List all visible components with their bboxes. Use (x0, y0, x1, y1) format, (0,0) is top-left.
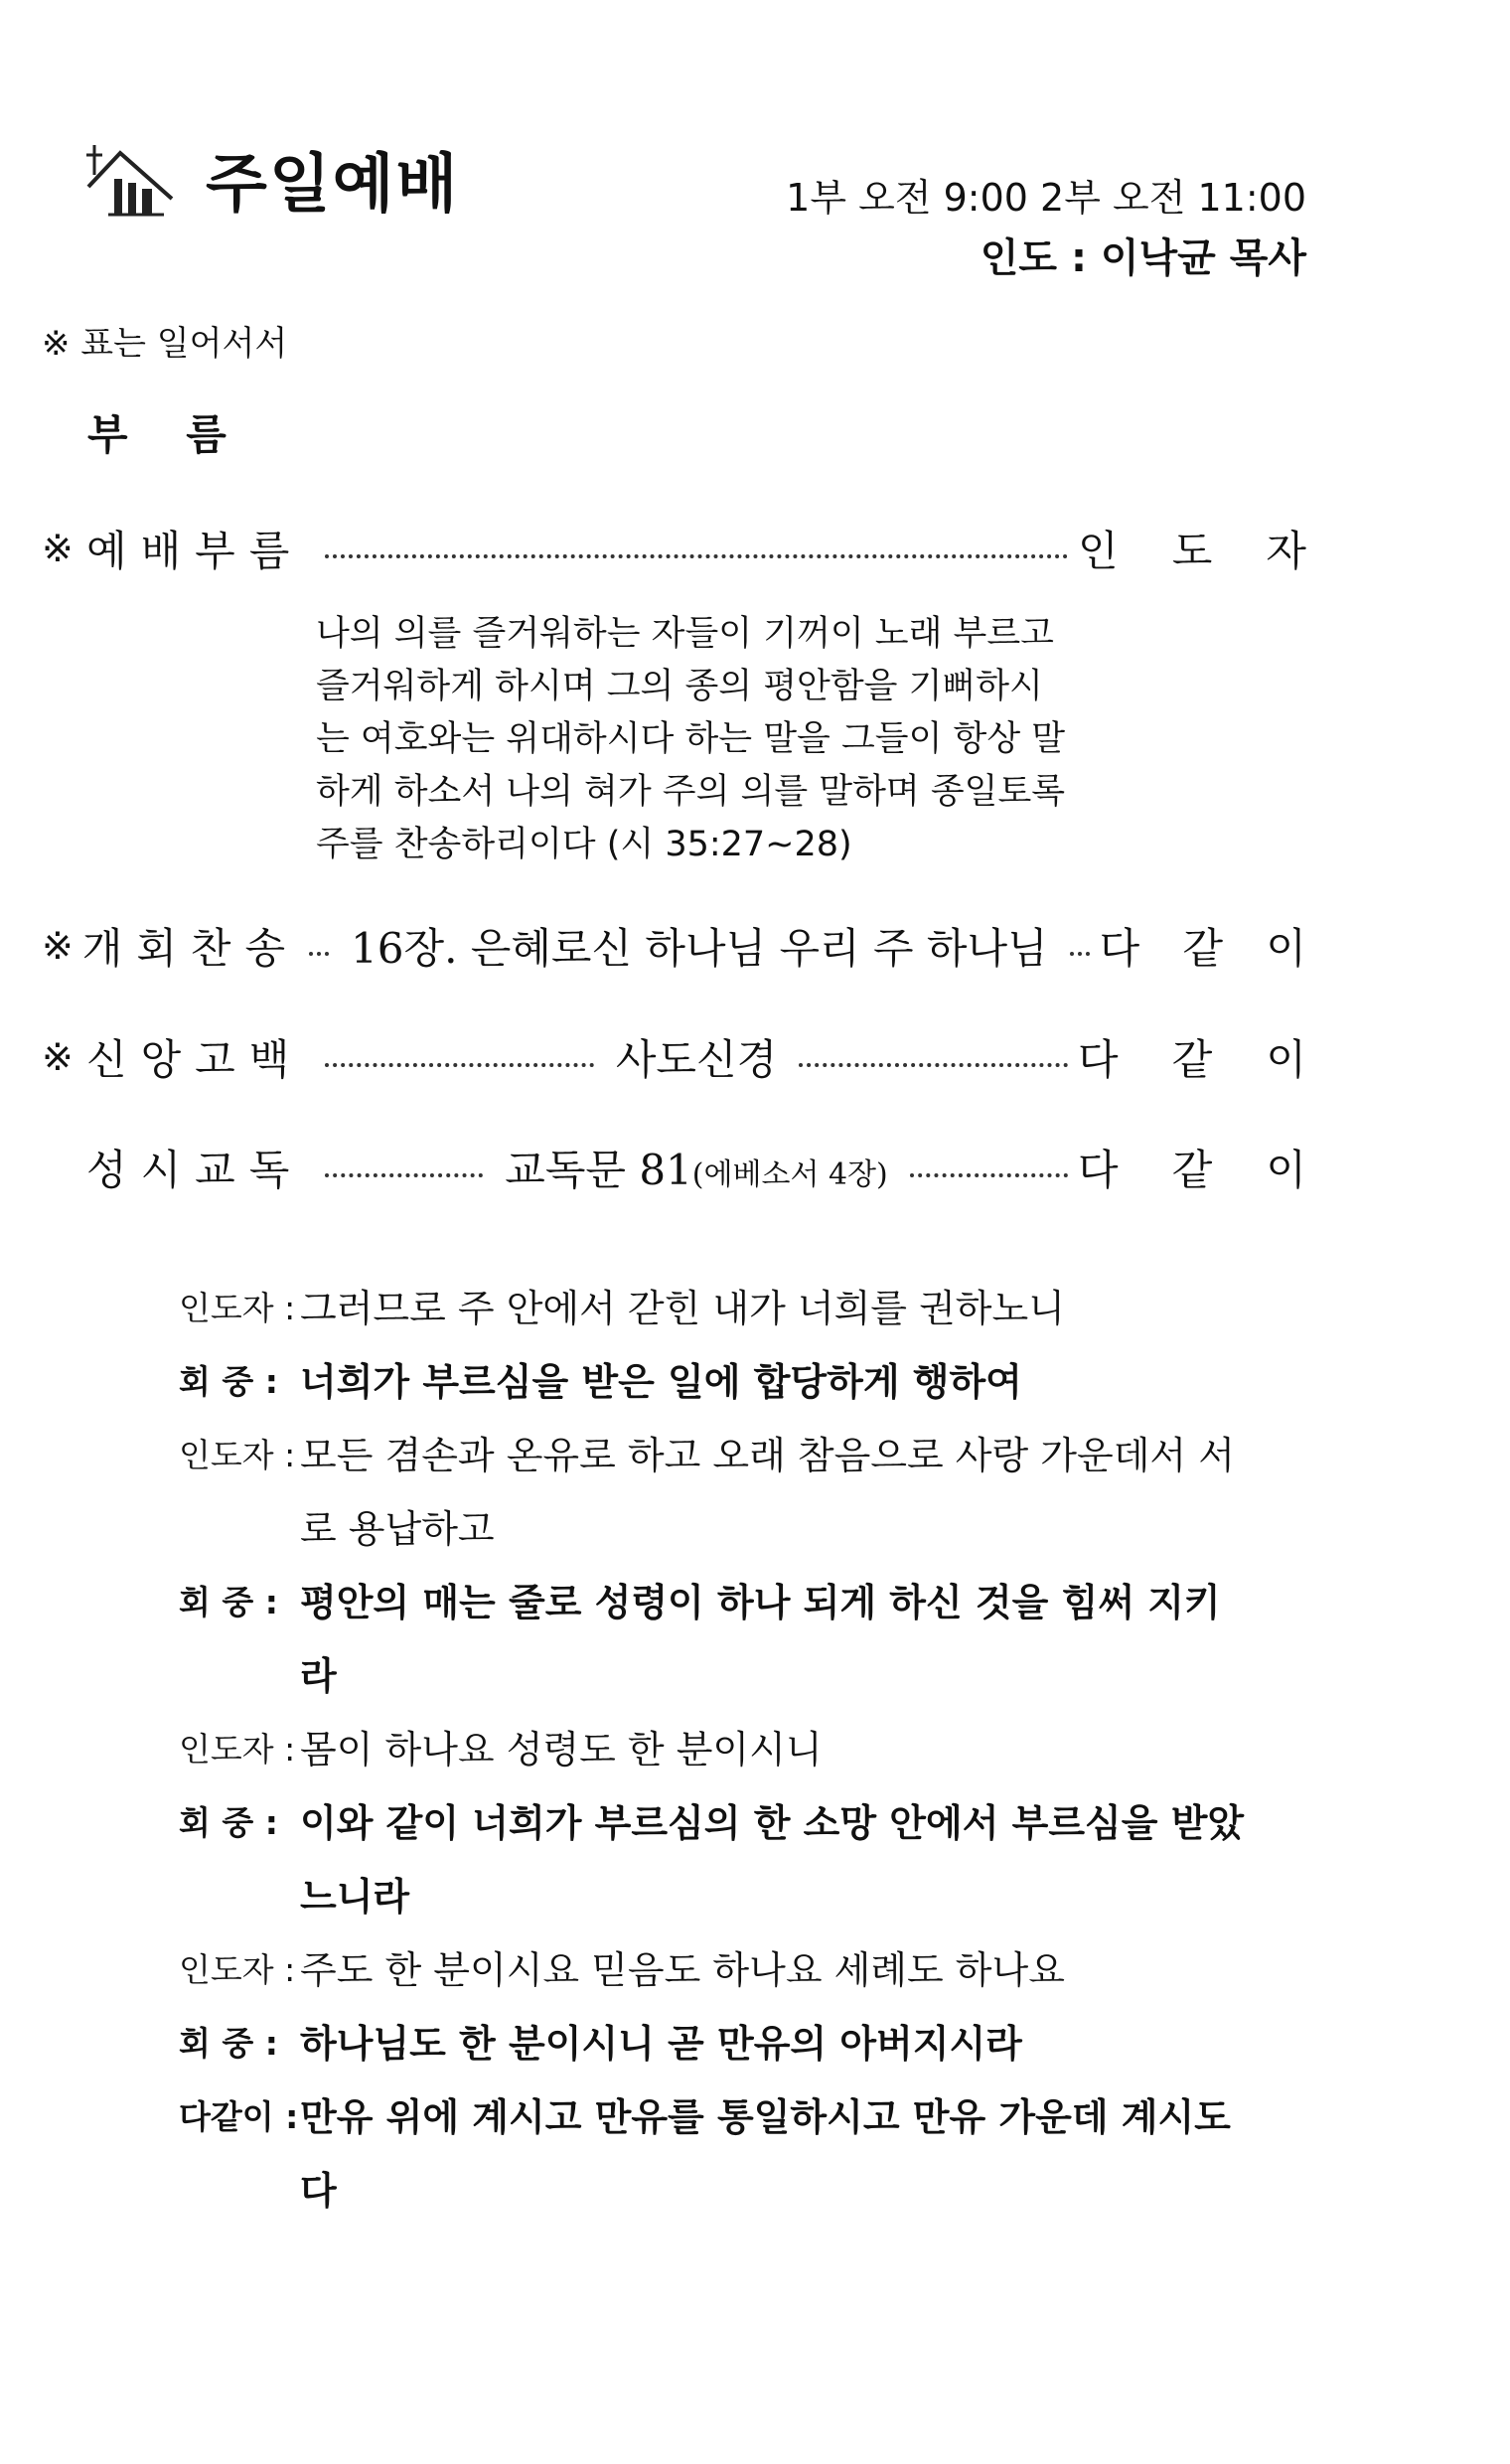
reading-line (179, 1933, 1252, 2007)
leader-dots (325, 1173, 483, 1177)
service-leader: 인도 : 이낙균 목사 (980, 235, 1306, 281)
speaker-label: 인도자 : (179, 1289, 296, 1327)
reading-line (179, 1272, 1252, 1345)
leader-dots (309, 952, 329, 956)
reading-text: 모든 겸손과 온유로 하고 오래 참음으로 사랑 가운데서 서로 용납하고 (300, 1434, 1235, 1551)
reading-text: 너희가 부르심을 받은 일에 합당하게 행하여 (300, 1360, 1022, 1404)
order-performer: 인 도 자 (1078, 527, 1306, 575)
speaker-label: 인도자 : (179, 1436, 296, 1474)
reading-text: 평안의 매는 줄로 성령이 하나 되게 하신 것을 힘써 지키라 (300, 1581, 1221, 1698)
reading-text: 만유 위에 계시고 만유를 통일하시고 만유 가운데 계시도다 (300, 2095, 1231, 2213)
order-row-call-to-worship (42, 519, 1306, 578)
church-logo-icon (84, 139, 176, 219)
order-row-confession (42, 1027, 1306, 1087)
standing-note: ※ 표는 일어서서 (42, 324, 288, 364)
order-label: 신앙고백 (86, 1035, 304, 1084)
leader-dots (1070, 952, 1090, 956)
standing-mark: ※ (42, 1035, 74, 1079)
reading-line (179, 1419, 1252, 1566)
reading-line (179, 1786, 1252, 1933)
speaker-label: 인도자 : (179, 1950, 296, 1989)
order-performer: 다 같 이 (1078, 1146, 1306, 1194)
scripture-passage: 나의 의를 즐거워하는 자들이 기꺼이 노래 부르고 즐거워하게 하시며 그의 종의 평안함을 기뻐하시는 여호와는 위대하시다 하는 말을 그들이 항상 말하게 하소서 나의 혀가 주의 의를 말하며 종일토록 주를 찬송하리이다 (시 35:27~28) (316, 614, 1066, 864)
order-performer: 다 같 이 (1078, 1035, 1306, 1084)
speaker-label: 다같이 : (179, 2097, 299, 2136)
leader-dots (325, 1063, 594, 1067)
reading-line (179, 1345, 1252, 1419)
standing-mark: ※ (42, 527, 74, 570)
reading-text: 몸이 하나요 성령도 한 분이시니 (300, 1728, 823, 1771)
leader-dots (799, 1063, 1068, 1067)
standing-mark: ※ (42, 924, 74, 968)
speaker-label: 회 중 : (179, 1362, 278, 1401)
speaker-label: 회 중 : (179, 1803, 278, 1842)
reading-title: 교독문 81(에베소서 4장) (505, 1146, 888, 1194)
hymn-title: 16장. 은혜로신 하나님 우리 주 하나님 (351, 924, 1048, 973)
reading-line (179, 1713, 1252, 1786)
order-row-responsive-reading (42, 1138, 1306, 1197)
order-label: 개회찬송 (81, 924, 300, 973)
reading-text: 주도 한 분이시요 믿음도 하나요 세례도 하나요 (300, 1948, 1065, 1992)
reading-text: 이와 같이 너희가 부르심의 한 소망 안에서 부르심을 받았느니라 (300, 1801, 1245, 1919)
page-header (84, 134, 459, 224)
order-row-opening-hymn (42, 916, 1306, 976)
page-title: 주일예배 (206, 148, 460, 222)
speaker-label: 회 중 : (179, 2024, 278, 2063)
reading-line (179, 2080, 1252, 2228)
order-label: 예배부름 (86, 527, 304, 575)
reading-line (179, 1566, 1252, 1713)
reading-text: 하나님도 한 분이시니 곧 만유의 아버지시라 (300, 2022, 1022, 2066)
reading-line (179, 2007, 1252, 2080)
creed-name: 사도신경 (615, 1035, 778, 1084)
responsive-reading (179, 1272, 1252, 2228)
leader-dots (910, 1173, 1068, 1177)
section-title: 부 름 (87, 410, 248, 459)
order-label: 성시교독 (86, 1146, 304, 1194)
leader-dots (325, 554, 1068, 558)
order-performer: 다 같 이 (1099, 924, 1306, 973)
speaker-label: 회 중 : (179, 1583, 278, 1621)
reading-text: 그러므로 주 안에서 갇힌 내가 너희를 권하노니 (300, 1287, 1065, 1330)
speaker-label: 인도자 : (179, 1730, 296, 1769)
service-times: 1부 오전 9:00 2부 오전 11:00 (786, 176, 1306, 220)
